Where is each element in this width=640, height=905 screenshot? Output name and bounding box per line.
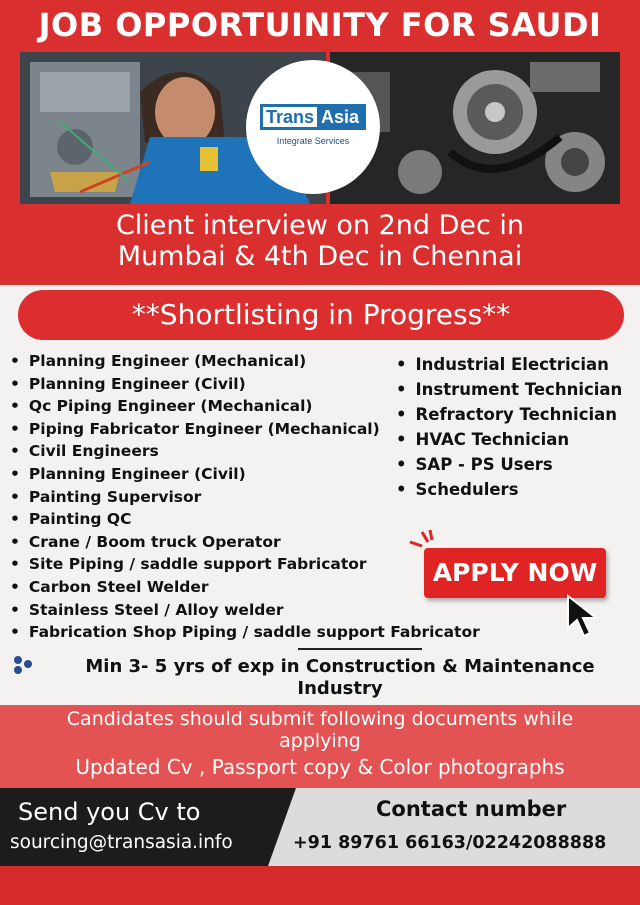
company-logo: [246, 60, 380, 194]
list-item: • Civil Engineers: [10, 440, 480, 463]
list-item: • Instrument Technician: [396, 377, 622, 402]
logo-part-asia: Asia: [317, 107, 363, 127]
send-cv-label: Send you Cv to: [18, 798, 201, 826]
phone-number[interactable]: +91 89761 66163/02242088888: [293, 833, 607, 853]
list-item: • Planning Engineer (Mechanical): [10, 350, 480, 373]
documents-line-3: Updated Cv , Passport copy & Color photographs: [75, 755, 565, 779]
experience-line-1: Min 3- 5 yrs of exp in Construction & Maintenance: [85, 656, 595, 677]
interview-line-2: Mumbai & 4th Dec in Chennai: [117, 241, 523, 272]
footer-bar: [0, 866, 640, 905]
experience-requirement: [40, 656, 640, 700]
contact-title: Contact number: [376, 797, 567, 821]
page-title: JOB OPPORTUINITY FOR SAUDI: [38, 6, 602, 44]
logo-tagline: Integrate Services: [276, 136, 350, 146]
apply-area: [408, 528, 628, 648]
email-link[interactable]: sourcing@transasia.info: [10, 832, 233, 853]
list-item: • Crane / Boom truck Operator: [10, 531, 480, 554]
documents-line-2: applying: [279, 730, 361, 752]
list-item: • Refractory Technician: [396, 402, 622, 427]
list-item: • HVAC Technician: [396, 427, 622, 452]
apply-now-button[interactable]: APPLY NOW: [424, 548, 606, 598]
list-item: • Carbon Steel Welder: [10, 576, 480, 599]
documents-line-1: Candidates should submit following documents while: [66, 708, 574, 730]
list-item: • Industrial Electrician: [396, 352, 622, 377]
list-item: • Piping Fabricator Engineer (Mechanical): [10, 418, 480, 441]
list-item: • Stainless Steel / Alloy welder: [10, 599, 480, 622]
divider: [298, 648, 422, 650]
experience-line-2: Industry: [297, 678, 383, 699]
list-item: • Qc Piping Engineer (Mechanical): [10, 395, 480, 418]
list-item: • Planning Engineer (Civil): [10, 373, 480, 396]
list-item: • Schedulers: [396, 477, 622, 502]
job-list-right: [396, 352, 622, 502]
documents-section: [0, 705, 640, 788]
list-item: • SAP - PS Users: [396, 452, 622, 477]
list-item: • Painting QC: [10, 508, 480, 531]
shortlisting-banner: **Shortlisting in Progress**: [18, 290, 624, 340]
logo-part-trans: Trans: [266, 107, 315, 127]
list-item: • Site Piping / saddle support Fabricator: [10, 553, 480, 576]
interview-info: [0, 210, 640, 272]
cursor-icon: [566, 594, 602, 640]
interview-line-1: Client interview on 2nd Dec in: [115, 210, 525, 241]
list-item: • Planning Engineer (Civil): [10, 463, 480, 486]
list-item: • Painting Supervisor: [10, 486, 480, 509]
list-item: • Fabrication Shop Piping / saddle support Fabricator: [10, 621, 480, 644]
bullet-dots-icon: [12, 654, 34, 676]
